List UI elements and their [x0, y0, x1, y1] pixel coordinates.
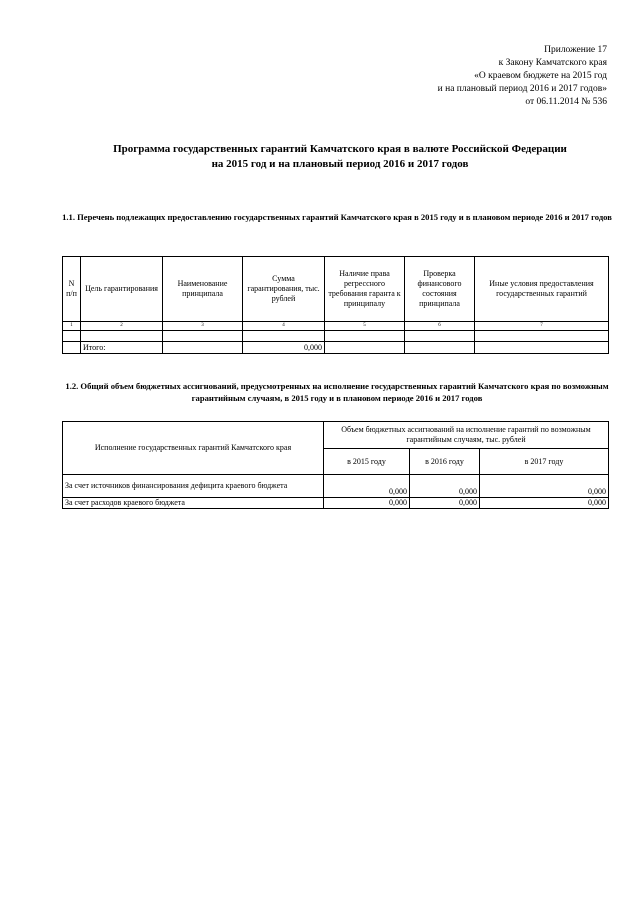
column-number: 4	[243, 322, 325, 331]
row-value: 0,000	[410, 498, 480, 509]
appendix-line: к Закону Камчатского края	[498, 58, 607, 68]
header-group: Объем бюджетных ассигнований на исполнение гарантий по возможным гарантийным случаям, тыс. рублей	[324, 422, 609, 449]
header-cell: Цель гарантирования	[81, 257, 163, 322]
section-2-title: 1.2. Общий объем бюджетных ассигнований, предусмотренных на исполнение государственных гарантий Камчатского края по возможным гарантийным случаям, в 2015 году и в плановом периоде 2016 и 2017 годов	[65, 381, 609, 403]
header-cell: Наличие права регрессного требования гаранта к принципалу	[325, 257, 405, 322]
guarantees-table	[62, 256, 609, 354]
table-row	[63, 475, 609, 498]
header-cell: Проверка финансового состояния принципала	[405, 257, 475, 322]
header-cell: N п/п	[63, 257, 81, 322]
appendix-line: от 06.11.2014 № 536	[525, 97, 607, 107]
total-value: 0,000	[243, 342, 325, 354]
appendix-line: и на плановый период 2016 и 2017 годов»	[437, 84, 607, 94]
table-row	[63, 331, 609, 342]
year-header: в 2015 году	[324, 449, 410, 475]
column-number: 1	[63, 322, 81, 331]
column-number: 5	[325, 322, 405, 331]
section-1-title: 1.1. Перечень подлежащих предоставлению государственных гарантий Камчатского края в 2015 году и в плановом периоде 2016 и 2017 годов	[62, 212, 612, 222]
header-left: Исполнение государственных гарантий Камчатского края	[63, 422, 324, 475]
column-number-row	[63, 322, 609, 331]
row-value: 0,000	[324, 498, 410, 509]
row-label: За счет расходов краевого бюджета	[63, 498, 324, 509]
total-label: Итого:	[81, 342, 163, 354]
total-row	[63, 342, 609, 354]
row-label: За счет источников финансирования дефицита краевого бюджета	[63, 475, 324, 498]
row-value: 0,000	[324, 475, 410, 498]
title-line-2: на 2015 год и на плановый период 2016 и 2017 годов	[211, 158, 469, 170]
table-row	[63, 498, 609, 509]
row-value: 0,000	[480, 475, 609, 498]
column-number: 3	[163, 322, 243, 331]
title-line-1: Программа государственных гарантий Камчатского края в валюте Российской Федерации	[113, 143, 567, 155]
header-cell: Сумма гарантирования, тыс. рублей	[243, 257, 325, 322]
row-value: 0,000	[410, 475, 480, 498]
column-number: 2	[81, 322, 163, 331]
appendix-note	[438, 44, 607, 109]
row-value: 0,000	[480, 498, 609, 509]
header-cell: Наименование принципала	[163, 257, 243, 322]
column-number: 6	[405, 322, 475, 331]
table-header-row	[63, 422, 609, 449]
allocations-table	[62, 421, 609, 509]
document-title	[40, 142, 640, 172]
year-header: в 2017 году	[480, 449, 609, 475]
year-header: в 2016 году	[410, 449, 480, 475]
column-number: 7	[475, 322, 609, 331]
appendix-line: Приложение 17	[544, 45, 607, 55]
appendix-line: «О краевом бюджете на 2015 год	[474, 71, 607, 81]
header-cell: Иные условия предоставления государственных гарантий	[475, 257, 609, 322]
table-header-row	[63, 257, 609, 322]
